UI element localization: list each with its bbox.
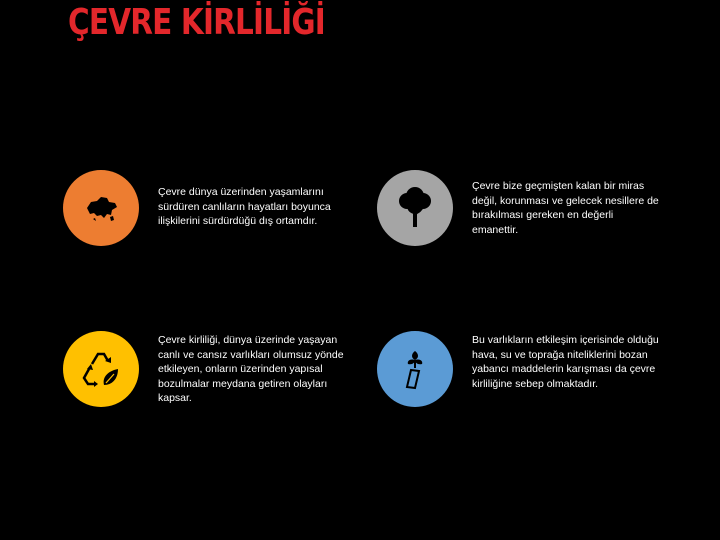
- item-text-4: Bu varlıkların etkileşim içerisinde olduğu hava, su ve toprağa niteliklerini bozan yabancı maddelerin karışması da çevre kirliliğine sebep olmaktadır.: [472, 334, 659, 390]
- plant-tag-icon: [395, 346, 435, 392]
- item-text-1: Çevre dünya üzerinden yaşamlarını sürdüren canlıların hayatları boyunca ilişkilerini sürdürdüğü dış ortamdır.: [158, 186, 331, 227]
- yellow-circle: [63, 331, 139, 407]
- gray-circle: [377, 170, 453, 246]
- blue-circle: [377, 331, 453, 407]
- item-text-3: Çevre kirliliği, dünya üzerinde yaşayan canlı ve cansız varlıkları olumsuz yönde etkileyen, onların üzerinden yapısal bozulmalar meydana getiren olayları kapsar.: [158, 334, 344, 404]
- recycle-icon: [78, 347, 124, 391]
- orange-circle: [63, 170, 139, 246]
- tree-icon: [393, 185, 437, 231]
- globe-map-icon: [77, 188, 125, 228]
- item-text-2: Çevre bize geçmişten kalan bir miras değil, korunması ve gelecek nesillere de bırakılması gereken en değerli emanettir.: [472, 180, 659, 236]
- page-title: ÇEVRE KİRLİLİĞİ: [68, 2, 325, 43]
